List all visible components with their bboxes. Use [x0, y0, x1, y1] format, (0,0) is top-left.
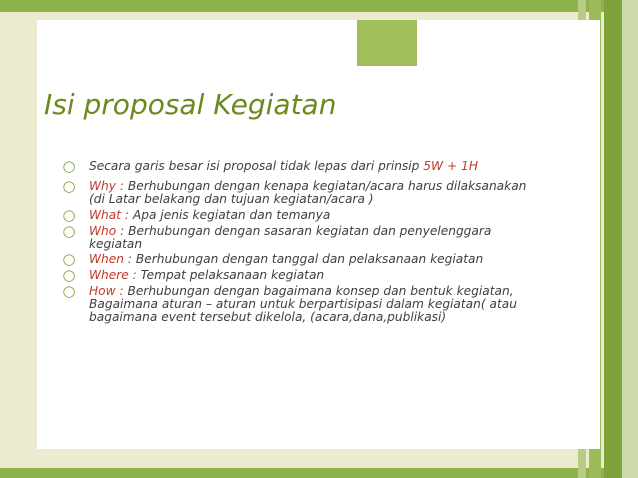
item-label: Who : — [89, 223, 129, 238]
list-item — [62, 221, 542, 251]
hollow-circle-bullet-icon: ○ — [62, 221, 76, 240]
right-green-band — [604, 0, 622, 478]
item-text: Berhubungan dengan sasaran kegiatan dan penyelenggara kegiatan — [89, 223, 492, 251]
item-text: Secara garis besar isi proposal tidak lepas dari prinsip — [89, 159, 424, 173]
item-label: Where : — [89, 268, 141, 283]
hollow-circle-bullet-icon: ○ — [62, 282, 76, 301]
slide-title: Isi proposal Kegiatan — [44, 88, 337, 121]
hollow-circle-bullet-icon: ○ — [62, 205, 76, 224]
hollow-circle-bullet-icon: ○ — [62, 266, 76, 285]
list-item — [62, 205, 542, 224]
list-item — [62, 250, 542, 269]
item-label: When : — [89, 252, 136, 267]
item-label: How : — [89, 284, 128, 299]
bullet-list — [62, 157, 542, 327]
decorative-green-box — [357, 20, 417, 66]
right-green-band — [622, 0, 638, 478]
item-text: Tempat pelaksanaan kegiatan — [140, 268, 325, 283]
item-label: What : — [89, 207, 133, 222]
item-text: Berhubungan dengan kenapa kegiatan/acara harus dilaksanakan (di Latar belakang dan tujuan kegiatan/acara ) — [89, 178, 527, 206]
hollow-circle-bullet-icon: ○ — [62, 250, 76, 269]
item-emphasis: 5W + 1H — [423, 159, 478, 173]
list-item — [62, 176, 542, 206]
hollow-circle-bullet-icon: ○ — [62, 157, 76, 175]
item-label: Why : — [89, 178, 128, 193]
item-text: Berhubungan dengan tanggal dan pelaksanaan kegiatan — [135, 252, 484, 267]
list-item — [62, 157, 542, 175]
item-text: Berhubungan dengan bagaimana konsep dan bentuk kegiatan, Bagaimana aturan – aturan untuk berpartisipasi dalam kegiatan( atau bagaimana event tersebut dikelola, (acara,dana,publikasi) — [89, 284, 517, 325]
item-text: Apa jenis kegiatan dan temanya — [132, 207, 331, 222]
bottom-green-stripe — [0, 468, 638, 478]
list-item — [62, 266, 542, 285]
top-green-stripe — [0, 0, 638, 12]
list-item — [62, 282, 542, 325]
hollow-circle-bullet-icon: ○ — [62, 176, 76, 195]
